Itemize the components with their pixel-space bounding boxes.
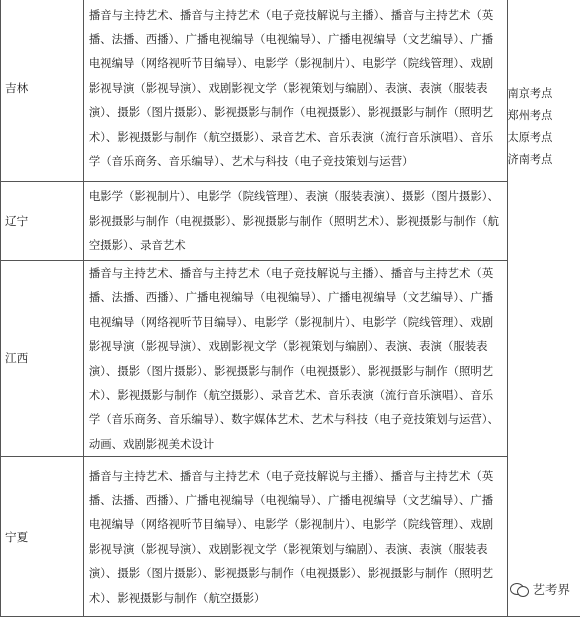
majors-cell: 电影学（影视制片）、电影学（院线管理）、表演（服装表演）、摄影（图片摄影）、影视摄影与制作（电视摄影）、影视摄影与制作（照明艺术）、影视摄影与制作（航空摄影）、录音艺术 (83, 182, 507, 261)
exam-sites-cell (508, 0, 580, 617)
majors-cell: 播音与主持艺术、播音与主持艺术（电子竞技解说与主播）、播音与主持艺术（英播、法播、西播）、广播电视编导（电视编导）、广播电视编导（文艺编导）、广播电视编导（网络视听节目编导）、电影学（影视制片）、电影学（院线管理）、戏剧影视导演（影视导演）、戏剧影视文学（影视策划与编剧）、表演、表演（服装表演）、摄影（图片摄影）、影视摄影与制作（电视摄影）、影视摄影与制作（照明艺术）、影视摄影与制作（航空摄影）、录音艺术、音乐表演（流行音乐演唱）、音乐学（音乐商务、音乐编导）、数字媒体艺术、艺术与科技（电子竞技策划与运营）、动画、戏剧影视美术设计 (83, 261, 507, 457)
exam-site: 郑州考点 (508, 105, 553, 127)
exam-sites-list (508, 83, 553, 171)
table-row (1, 182, 580, 261)
table-row (1, 261, 580, 457)
table-row (1, 0, 580, 182)
table-row (1, 457, 580, 617)
province-cell: 吉林 (1, 0, 84, 182)
province-cell: 江西 (1, 261, 84, 457)
province-cell: 辽宁 (1, 182, 84, 261)
exam-site: 太原考点 (508, 127, 553, 149)
majors-cell: 播音与主持艺术、播音与主持艺术（电子竞技解说与主播）、播音与主持艺术（英播、法播、西播）、广播电视编导（电视编导）、广播电视编导（文艺编导）、广播电视编导（网络视听节目编导）、电影学（影视制片）、电影学（院线管理）、戏剧影视导演（影视导演）、戏剧影视文学（影视策划与编剧）、表演、表演（服装表演）、摄影（图片摄影）、影视摄影与制作（电视摄影）、影视摄影与制作（照明艺术）、影视摄影与制作（航空摄影）、录音艺术、音乐表演（流行音乐演唱）、音乐学（音乐商务、音乐编导）、艺术与科技（电子竞技策划与运营） (83, 0, 507, 182)
province-cell: 宁夏 (1, 457, 84, 617)
exam-site: 南京考点 (508, 83, 553, 105)
majors-cell: 播音与主持艺术、播音与主持艺术（电子竞技解说与主播）、播音与主持艺术（英播、法播、西播）、广播电视编导（电视编导）、广播电视编导（文艺编导）、广播电视编导（网络视听节目编导）、电影学（影视制片）、电影学（院线管理）、戏剧影视导演（影视导演）、戏剧影视文学（影视策划与编剧）、表演、表演（服装表演）、摄影（图片摄影）、影视摄影与制作（电视摄影）、影视摄影与制作（照明艺术）、影视摄影与制作（航空摄影） (83, 457, 507, 617)
watermark (510, 580, 570, 598)
exam-site: 济南考点 (508, 149, 553, 171)
wechat-icon (510, 582, 528, 597)
watermark-text: 艺考界 (532, 580, 570, 598)
